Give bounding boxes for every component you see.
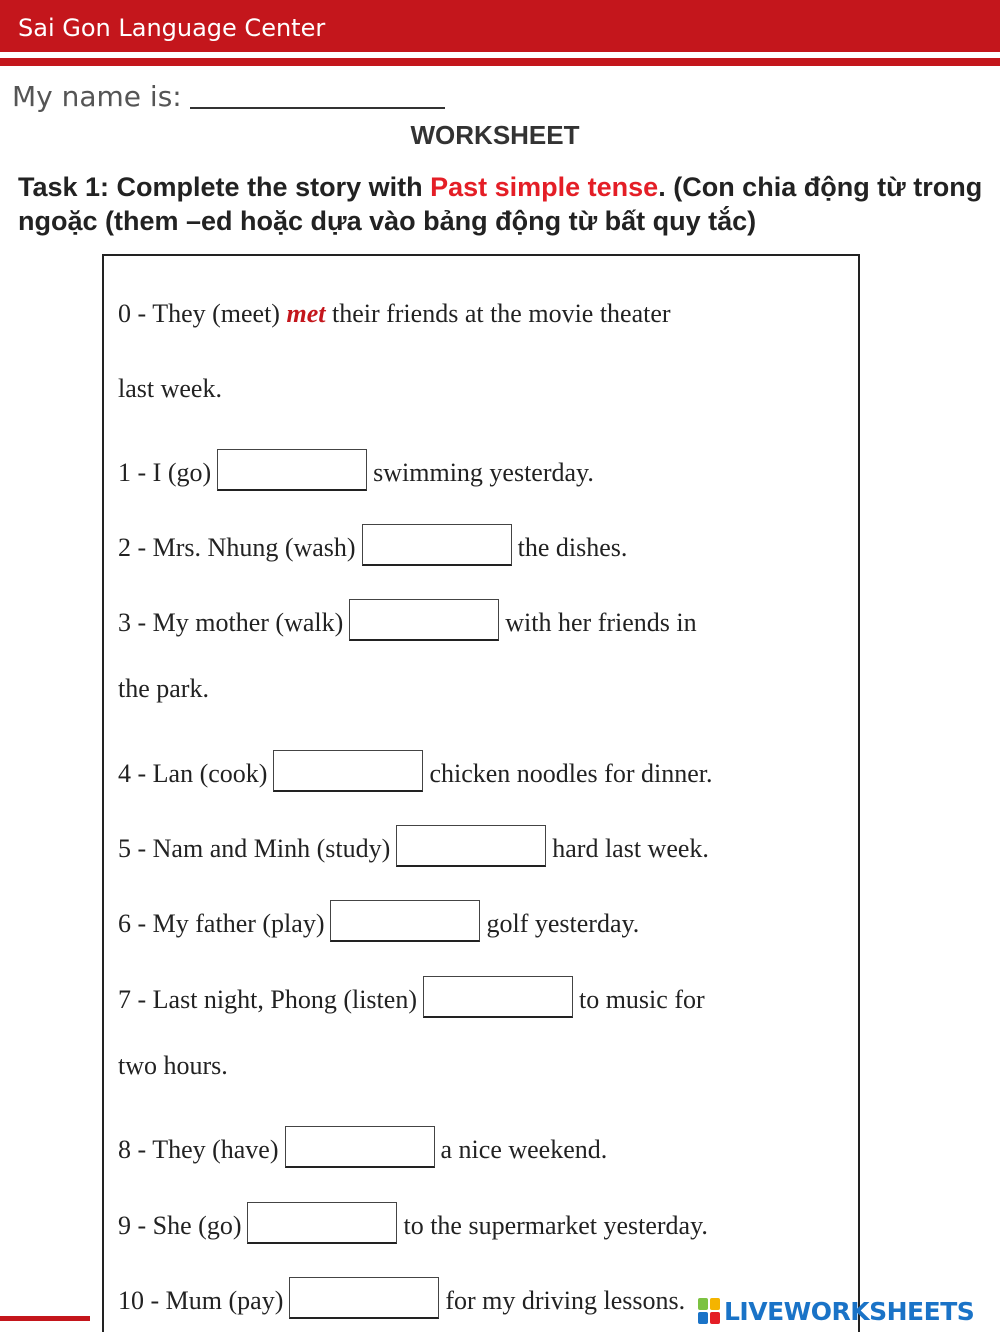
item-text-before: 8 - They (have): [118, 1135, 279, 1164]
item-text-before: 7 - Last night, Phong (listen): [118, 985, 417, 1014]
exercise-item-9: [118, 1202, 708, 1244]
item-text-before: 5 - Nam and Minh (study): [118, 834, 391, 863]
exercise-box: [102, 254, 860, 1332]
task-highlight: Past simple tense: [430, 172, 659, 202]
task-prefix: Task 1: Complete the story with: [18, 172, 431, 202]
answer-input-3[interactable]: [349, 599, 499, 641]
answer-input-4[interactable]: [273, 750, 423, 792]
item-text-before: 10 - Mum (pay): [118, 1286, 284, 1315]
example-line: [118, 299, 671, 329]
item-text-after: hard last week.: [552, 834, 709, 863]
task-suffix: . (Con chia động từ trong ngoặc (them –ed hoặc dựa vào bảng động từ bất quy tắc): [18, 172, 983, 236]
header-title: Sai Gon Language Center: [18, 14, 326, 42]
answer-input-7[interactable]: [423, 976, 573, 1018]
item-text-after: to the supermarket yesterday.: [403, 1211, 708, 1240]
item-text-before: 3 - My mother (walk): [118, 608, 344, 637]
item-text-before: 4 - Lan (cook): [118, 759, 268, 788]
exercise-item-7: [118, 976, 705, 1018]
exercise-item-4: [118, 750, 712, 792]
answer-input-9[interactable]: [247, 1202, 397, 1244]
item-text-after: the dishes.: [517, 533, 628, 562]
header-bar: [0, 0, 1000, 52]
answer-input-1[interactable]: [217, 449, 367, 491]
answer-input-2[interactable]: [362, 524, 512, 566]
answer-input-8[interactable]: [285, 1126, 435, 1168]
item-text-before: 1 - I (go): [118, 458, 212, 487]
item-text-before: 9 - She (go): [118, 1211, 242, 1240]
exercise-item-1: [118, 449, 594, 491]
example-continuation: last week.: [118, 374, 222, 403]
worksheet-title: WORKSHEET: [410, 120, 580, 150]
item-text-after: swimming yesterday.: [373, 458, 594, 487]
exercise-item-3-continuation: the park.: [118, 674, 209, 703]
exercise-item-3: [118, 599, 697, 641]
name-input-line[interactable]: [190, 107, 445, 109]
example-answer: met: [286, 299, 326, 328]
item-text-before: 6 - My father (play): [118, 909, 325, 938]
item-text-after: to music for: [578, 985, 705, 1014]
answer-input-10[interactable]: [289, 1277, 439, 1319]
footer-divider: [0, 1316, 90, 1321]
exercise-item-10: [118, 1277, 685, 1319]
answer-input-6[interactable]: [330, 900, 480, 942]
item-text-after: for my driving lessons.: [445, 1286, 686, 1315]
header-divider: [0, 58, 1000, 66]
exercise-item-5: [118, 825, 709, 867]
liveworksheets-logo-icon: [698, 1298, 720, 1324]
brand-watermark[interactable]: [698, 1296, 974, 1326]
task-heading: [18, 170, 988, 238]
exercise-item-6: [118, 900, 639, 942]
example-after: their friends at the movie theater: [325, 299, 671, 328]
item-text-after: a nice weekend.: [440, 1135, 608, 1164]
item-text-after: golf yesterday.: [486, 909, 640, 938]
exercise-item-7-continuation: two hours.: [118, 1051, 228, 1080]
item-text-after: chicken noodles for dinner.: [429, 759, 713, 788]
name-label: My name is:: [12, 80, 182, 113]
answer-input-5[interactable]: [396, 825, 546, 867]
exercise-item-2: [118, 524, 627, 566]
item-text-after: with her friends in: [505, 608, 697, 637]
item-text-before: 2 - Mrs. Nhung (wash): [118, 533, 356, 562]
brand-text: LIVEWORKSHEETS: [724, 1296, 975, 1326]
exercise-item-8: [118, 1126, 607, 1168]
example-before: 0 - They (meet): [118, 299, 287, 328]
